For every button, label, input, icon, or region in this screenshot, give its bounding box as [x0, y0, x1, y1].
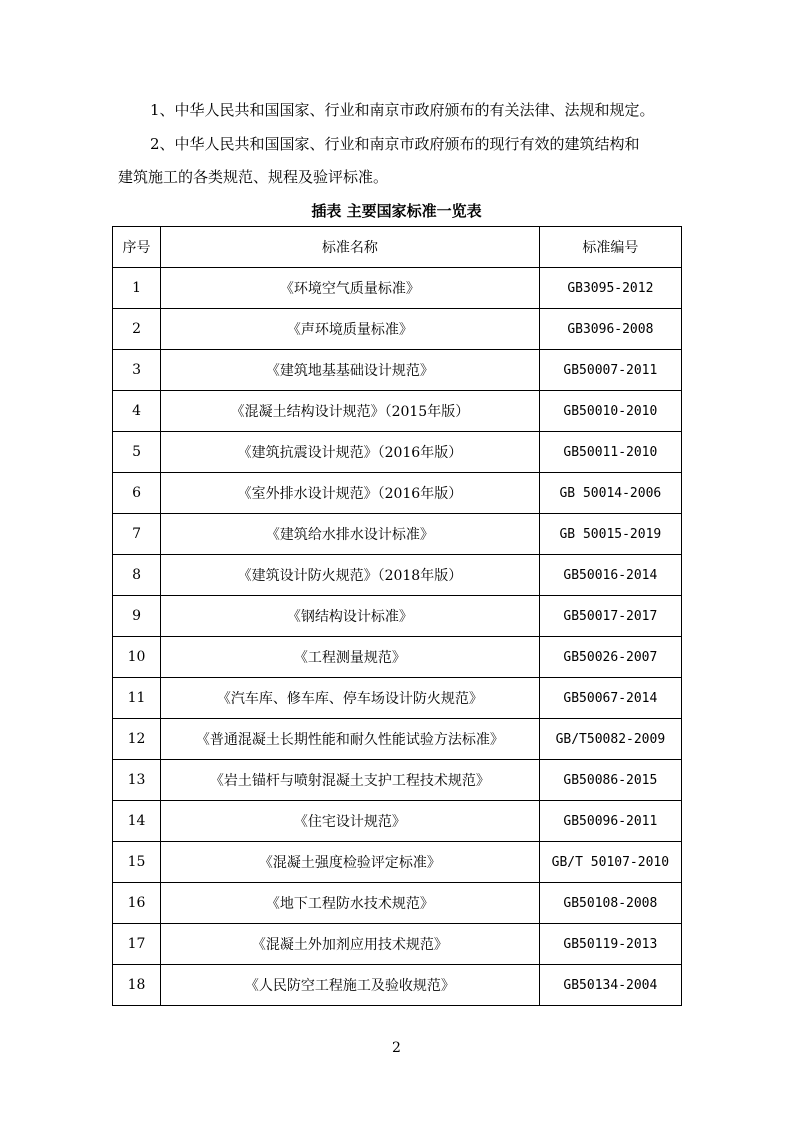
cell-standard-code: GB50086-2015 — [539, 760, 681, 801]
cell-standard-code: GB50007-2011 — [539, 350, 681, 391]
cell-standard-code: GB50067-2014 — [539, 678, 681, 719]
table-row — [113, 473, 682, 514]
table-row — [113, 801, 682, 842]
cell-standard-name: 《普通混凝土长期性能和耐久性能试验方法标准》 — [161, 719, 540, 760]
table-row — [113, 965, 682, 1006]
cell-no: 1 — [113, 268, 161, 309]
table-row — [113, 391, 682, 432]
cell-standard-name: 《钢结构设计标准》 — [161, 596, 540, 637]
cell-standard-name: 《声环境质量标准》 — [161, 309, 540, 350]
cell-standard-name: 《汽车库、修车库、停车场设计防火规范》 — [161, 678, 540, 719]
table-row — [113, 924, 682, 965]
table-header-row — [113, 227, 682, 268]
cell-standard-code: GB/T 50107-2010 — [539, 842, 681, 883]
table-row — [113, 555, 682, 596]
cell-standard-name: 《建筑地基基础设计规范》 — [161, 350, 540, 391]
table-row — [113, 637, 682, 678]
cell-standard-code: GB50119-2013 — [539, 924, 681, 965]
cell-standard-name: 《建筑设计防火规范》（2018年版） — [161, 555, 540, 596]
table-row — [113, 883, 682, 924]
cell-no: 5 — [113, 432, 161, 473]
header-name: 标准名称 — [161, 227, 540, 268]
cell-standard-code: GB 50014-2006 — [539, 473, 681, 514]
cell-no: 8 — [113, 555, 161, 596]
header-code: 标准编号 — [539, 227, 681, 268]
cell-standard-code: GB3095-2012 — [539, 268, 681, 309]
cell-standard-code: GB50096-2011 — [539, 801, 681, 842]
cell-standard-code: GB50026-2007 — [539, 637, 681, 678]
cell-standard-name: 《岩土锚杆与喷射混凝土支护工程技术规范》 — [161, 760, 540, 801]
cell-no: 12 — [113, 719, 161, 760]
cell-standard-name: 《环境空气质量标准》 — [161, 268, 540, 309]
cell-no: 18 — [113, 965, 161, 1006]
cell-no: 2 — [113, 309, 161, 350]
cell-standard-code: GB 50015-2019 — [539, 514, 681, 555]
cell-standard-name: 《住宅设计规范》 — [161, 801, 540, 842]
table-row — [113, 596, 682, 637]
cell-standard-name: 《人民防空工程施工及验收规范》 — [161, 965, 540, 1006]
cell-no: 7 — [113, 514, 161, 555]
cell-standard-code: GB50017-2017 — [539, 596, 681, 637]
cell-standard-code: GB50016-2014 — [539, 555, 681, 596]
paragraph-laws: 1、中华人民共和国国家、行业和南京市政府颁布的有关法律、法规和规定。 — [150, 101, 655, 119]
paragraph-codes-line2: 建筑施工的各类规范、规程及验评标准。 — [118, 168, 389, 186]
cell-standard-code: GB50010-2010 — [539, 391, 681, 432]
table-row — [113, 432, 682, 473]
cell-standard-code: GB3096-2008 — [539, 309, 681, 350]
cell-no: 15 — [113, 842, 161, 883]
cell-no: 16 — [113, 883, 161, 924]
cell-no: 3 — [113, 350, 161, 391]
standards-table — [112, 226, 682, 1006]
cell-standard-name: 《室外排水设计规范》（2016年版） — [161, 473, 540, 514]
cell-standard-name: 《混凝土强度检验评定标准》 — [161, 842, 540, 883]
cell-no: 9 — [113, 596, 161, 637]
table-row — [113, 309, 682, 350]
cell-standard-code: GB50134-2004 — [539, 965, 681, 1006]
table-title: 插表 主要国家标准一览表 — [311, 202, 482, 220]
table-row — [113, 268, 682, 309]
cell-standard-name: 《建筑给水排水设计标准》 — [161, 514, 540, 555]
cell-standard-code: GB50011-2010 — [539, 432, 681, 473]
cell-standard-code: GB/T50082-2009 — [539, 719, 681, 760]
cell-standard-name: 《地下工程防水技术规范》 — [161, 883, 540, 924]
cell-no: 14 — [113, 801, 161, 842]
cell-no: 6 — [113, 473, 161, 514]
page-number: 2 — [392, 1040, 401, 1056]
cell-no: 13 — [113, 760, 161, 801]
table-row — [113, 719, 682, 760]
header-no: 序号 — [113, 227, 161, 268]
paragraph-codes-line1: 2、中华人民共和国国家、行业和南京市政府颁布的现行有效的建筑结构和 — [150, 135, 640, 153]
cell-no: 10 — [113, 637, 161, 678]
table-row — [113, 514, 682, 555]
cell-no: 17 — [113, 924, 161, 965]
table-row — [113, 760, 682, 801]
cell-standard-name: 《工程测量规范》 — [161, 637, 540, 678]
cell-standard-code: GB50108-2008 — [539, 883, 681, 924]
cell-standard-name: 《混凝土结构设计规范》（2015年版） — [161, 391, 540, 432]
cell-no: 11 — [113, 678, 161, 719]
cell-standard-name: 《建筑抗震设计规范》（2016年版） — [161, 432, 540, 473]
cell-standard-name: 《混凝土外加剂应用技术规范》 — [161, 924, 540, 965]
table-row — [113, 842, 682, 883]
cell-no: 4 — [113, 391, 161, 432]
table-row — [113, 678, 682, 719]
table-row — [113, 350, 682, 391]
